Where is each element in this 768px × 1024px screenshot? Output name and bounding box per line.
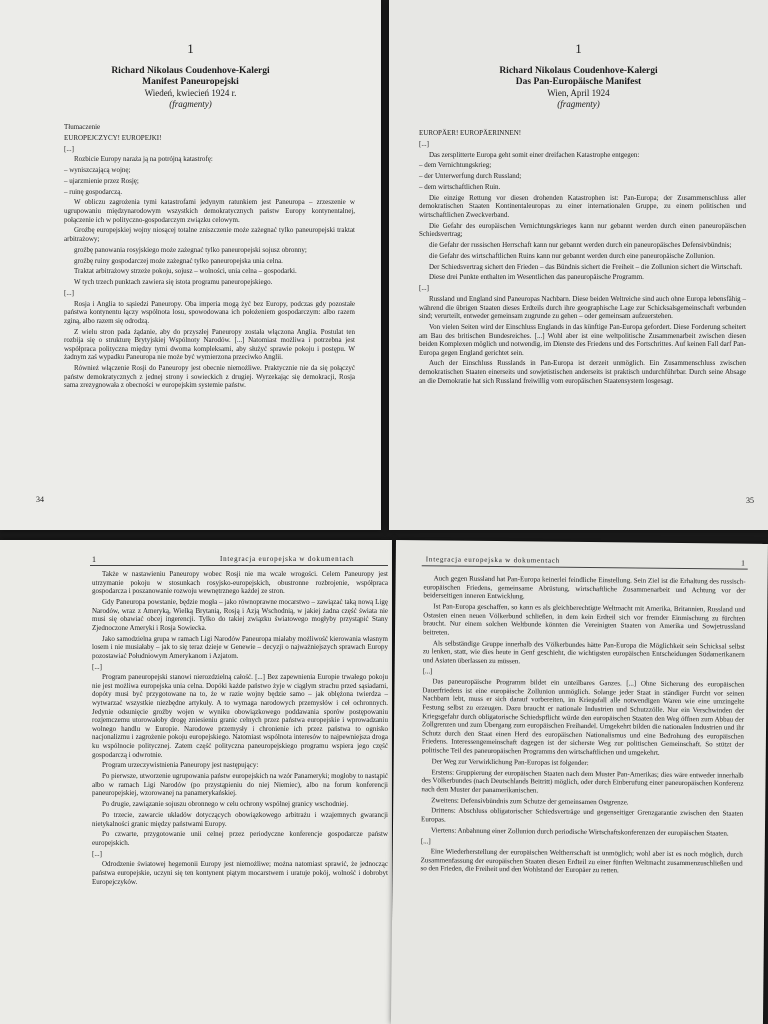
running-header xyxy=(0,555,392,567)
paragraph: Z wielu stron pada żądanie, aby do przyszłej Paneuropy została włączona Anglia. Postulat ten rozbija się o strukturę Brytyjskiej Wspólnoty Narodów. [...] Natomiast możliwa i potrzebna jest współpraca polityczna między tymi dwoma kompleksami, aby służyć sprawie pokoju i postępu. W żadnym zaś wypadku Paneuropa nie może być wymierzona przeciwko Anglii. xyxy=(64,327,355,362)
paragraph: Także w nastawieniu Paneuropy wobec Rosji nie ma wcale wrogości. Celem Paneuropy jest utrzymanie pokoju w stosunkach rosyjsko-europejskich, obustronne rozbrojenie, współpraca gospodarcza i poszanowanie rozwoju wewnętrznego każdej ze stron. xyxy=(92,570,388,596)
paragraph: Die Gefahr des europäischen Vernichtungskrieges kann nur gebannt werden durch einen paneuropäischen Schiedsvertrag; xyxy=(419,221,746,239)
paragraph: [...] xyxy=(64,288,74,297)
heading-block xyxy=(0,66,381,110)
paragraph: Tłumaczenie xyxy=(64,123,101,131)
paragraph: [...] xyxy=(64,144,74,153)
paragraph: EUROPEJCZYCY! EUROPEJKI! xyxy=(64,133,162,142)
paragraph: Eine Wiederherstellung der europäischen Weltherrschaft ist unmöglich; wohl aber ist es noch möglich, durch Zusammenfassung der europäischen Staaten diesen Erdteil zu einer fünften Weltmacht zusammenzuschließen und so den Frieden, die Freiheit und den Wohlstand der Europäer zu retten. xyxy=(420,847,743,875)
paragraph: [...] xyxy=(92,662,102,671)
paragraph: Der Weg zur Verwirklichung Pan-Europas ist folgender: xyxy=(431,757,589,767)
paragraph: Po trzecie, zawarcie układów dotyczących obowiązkowego arbitrażu i wzajemnych gwarancji nietykalności granic między państwami Europy. xyxy=(92,810,388,828)
paragraph: [...] xyxy=(422,666,433,675)
paragraph: – wyniszczającą wojnę; xyxy=(64,166,131,175)
paragraph: Ist Pan-Europa geschaffen, so kann es als gleichberechtigte Weltmacht mit Amerika, Britannien, Russland und Ostasien einen neuen Völkerbund schließen, in dem kein Erdteil sich vor fremder Einmischung zu fürchten braucht. Nur einem solchen Weltbunde könnten die Vereinigten Staaten von Amerika und Sowjetrussland beitreten. xyxy=(422,602,746,637)
paragraph: Po pierwsze, utworzenie ugrupowania państw europejskich na wzór Panameryki; mogłoby to nastąpić albo w ramach Ligi Narodów (po przystąpieniu do niej Niemiec), albo na forum konferencji paneuropejskiej, wzorowanej na panamerykańskiej. xyxy=(92,772,388,798)
paragraph: Der Schiedsvertrag sichert den Frieden – das Bündnis sichert die Freiheit – die Zollunion sichert die Wirtschaft. xyxy=(429,262,743,271)
paragraph: Jako samodzielna grupa w ramach Ligi Narodów Paneuropa miałaby możliwość kierowania własnym losem i nie musiałaby – jak to się teraz dzieje w Genewie – decyzji o najważniejszych sprawach Europy pozostawiać Południowym Amerykanom i Azjatom. xyxy=(92,634,388,660)
paragraph: Das paneuropäische Programm bildet ein unteilbares Ganzes. [...] Ohne Sicherung des europäischen Dauerfriedens ist eine europäische Zollunion unmöglich. Solange jeder Staat in ständiger Furcht vor seinen Nachbarn lebt, muss er sich darauf vorbereiten, im Kriegsfall alle notwendigen Waren wie eine umzingelte Festung selbst zu erzeugen. Dazu braucht er nationale Industrien und Schutzzölle. Nur ein Verschwinden der Kriegsgefahr durch obligatorische Schiedspflicht würde den europäischen Staaten den Weg öffnen zum Abbau der Zollgrenzen und zum Übergang zum europäischen Freihandel. Umgekehrt bilden die nationalen Industrien und ihr Schutz durch den Staat einen Herd des europäischen Nationalismus und eine Bedrohung des europäischen Friedens. Interessengemeinschaft dagegen ist der sicherste Weg zur politischen Gemeinschaft. So stützt der politische Teil des paneuropäischen Programms den wirtschaftlichen und umgekehrt. xyxy=(421,677,745,757)
running-header xyxy=(396,555,768,571)
author-name: Richard Nikolaus Coudenhove-Kalergi xyxy=(499,66,658,76)
author-name: Richard Nikolaus Coudenhove-Kalergi xyxy=(111,66,270,76)
paragraph: – der Unterwerfung durch Russland; xyxy=(419,172,522,181)
paragraph: [...] xyxy=(420,836,431,845)
paragraph: groźbę panowania rosyjskiego może zażegnać tylko paneuropejski sojusz obronny; xyxy=(74,245,307,254)
paragraph: [...] xyxy=(419,139,429,148)
paragraph: [...] xyxy=(419,284,429,293)
paragraph: Program paneuropejski stanowi nierozdzielną całość. [...] Bez zapewnienia Europie trwałego pokoju nie jest możliwa europejska unia celna. Dopóki każde państwo żyje w ciągłym strachu przed sąsiadami, dopóty musi być przygotowane na to, że w razie wojny będzie samo – jak oblężona twierdza – wytwarzać wszystkie niezbędne artykuły. A to wymaga narodowych przemysłów i ceł ochronnych. Jedynie odsunięcie groźby wojen w wyniku obowiązkowego poddawania sporów postępowaniu rozjemczemu utorowałoby drogę zniesieniu granic celnych przez państwa europejskie i wprowadzaniu wolnego handlu w Europie. Narodowe przemysły i chronienie ich przez państwa to ognisko nacjonalizmu i zagrożenie pokoju europejskiego. Natomiast wspólnota interesów to najpewniejsza droga ku wspólnocie politycznej. Zatem część polityczna paneuropejskiego programu wspiera jego część gospodarczą i odwrotnie. xyxy=(92,673,388,759)
paragraph: Gdy Paneuropa powstanie, będzie mogła – jako równoprawne mocarstwo – zawiązać taką nową Ligę Narodów, wraz z Ameryką, Wielką Brytanią, Rosją i Azją Wschodnią, w jakiej żadna część świata nie musi się obawiać obcej ingerencji. Tylko do takiej związku światowego mogłyby przystąpić Stany Zjednoczone Ameryki i Rosja Sowiecka. xyxy=(92,597,388,632)
paragraph: Die einzige Rettung vor diesen drohenden Katastrophen ist: Pan-Europa; der Zusammenschluss aller demokratischen Staaten Kontinentaleuropas zu einer internationalen Gruppe, zu einem politischen und wirtschaftlichen Zweckverband. xyxy=(419,193,746,219)
paragraph: Das zersplitterte Europa geht somit einer dreifachen Katastrophe entgegen: xyxy=(429,150,640,159)
paragraph: Rosja i Anglia to sąsiedzi Paneuropy. Oba imperia mogą żyć bez Europy, podczas gdy pozostałe państwa kontynentu łączy wspólnota losu, spowodowana ich położeniem gospodarczym: albo razem zginą, albo razem się odrodzą. xyxy=(64,299,355,325)
running-title: Integracja europejska w dokumentach xyxy=(425,555,561,565)
paragraph: – dem Vernichtungskrieg; xyxy=(419,161,492,170)
paragraph: Groźbę europejskiej wojny niosącej totalne zniszczenie może zażegnać tylko paneuropejski traktat arbitrażowy; xyxy=(64,226,355,244)
body-text xyxy=(420,574,745,879)
paragraph: – ujarzmienie przez Rosję; xyxy=(64,176,139,185)
paragraph: Po czwarte, przygotowanie unii celnej przez periodyczne konferencje gospodarcze państw europejskich. xyxy=(92,830,388,847)
paragraph: Viertens: Anbahnung einer Zollunion durch periodische Wirtschaftskonferenzen der europäischen Staaten. xyxy=(430,826,729,838)
place-date: Wiedeń, kwiecień 1924 r. xyxy=(144,88,237,98)
fragment-note: (fragmenty) xyxy=(557,99,600,109)
paragraph: Von vielen Seiten wird der Einschluss Englands in das künftige Pan-Europa gefordert. Diese Forderung scheitert am Bau des britischen Bundesreiches. [...] Wohl aber ist eine weltpolitische Zusammenarbeit zwischen diesen beiden Komplexen möglich und notwendig, im Dienste des Friedens und des Fortschrittes. Auf keinen Fall darf Pan-Europa gegen England gerichtet sein. xyxy=(419,322,746,357)
page-german-continued xyxy=(391,540,768,1024)
paragraph: – dem wirtschaftlichen Ruin. xyxy=(419,182,501,191)
body-text xyxy=(64,123,355,392)
paragraph: Drittens: Abschluss obligatorischer Schiedsverträge und gegenseitiger Grenzgarantie zwischen den Staaten Europas. xyxy=(421,806,744,824)
body-text xyxy=(92,570,388,888)
page-german-35 xyxy=(389,0,768,530)
paragraph: Również włączenie Rosji do Paneuropy jest obecnie niemożliwe. Praktycznie nie da się połączyć państw demokratycznych z jednej strony i sowieckich z drugiej. Wyrzekając się demokracji, Rosja sama zrezygnowała z obecności w europejskim systemie państw. xyxy=(64,364,355,390)
paragraph: die Gefahr des wirtschaftlichen Ruins kann nur gebannt werden durch eine paneuropäische Zollunion. xyxy=(429,251,715,260)
paragraph: die Gefahr der russischen Herrschaft kann nur gebannt werden durch ein paneuropäisches Defensivbündnis; xyxy=(429,241,732,250)
header-rule xyxy=(90,565,388,566)
paragraph: EUROPÄER! EUROPÄERINNEN! xyxy=(419,129,522,137)
document-number: 1 xyxy=(187,41,194,56)
paragraph: Auch gegen Russland hat Pan-Europa keinerlei feindliche Einstellung. Sein Ziel ist die Erhaltung des russisch-europäischen Friedens, gemeinsame Abrüstung, wirtschaftliche Zusammenarbeit und Achtung vor der beiderseitigen inneren Entwicklung. xyxy=(423,574,746,601)
paragraph: – ruinę gospodarczą. xyxy=(64,187,123,196)
paragraph: [...] xyxy=(92,849,102,858)
running-number: 1 xyxy=(92,555,97,564)
place-date: Wien, April 1924 xyxy=(547,88,610,98)
paragraph: Program urzeczywistnienia Paneuropy jest następujący: xyxy=(102,761,259,770)
page-number: 34 xyxy=(36,495,44,504)
paragraph: W obliczu zagrożenia tymi katastrofami jedynym ratunkiem jest Paneuropa – zrzeszenie w ugrupowaniu międzynarodowym wszystkich demokratycznych państw Europy kontynentalnej, połączenie ich w polityczno-gospodarczym związku celowym. xyxy=(64,198,355,224)
paragraph: Als selbständige Gruppe innerhalb des Völkerbundes hätte Pan-Europa die Möglichkeit sein Schicksal selbst zu lenken, statt, wie dies heute in Genf geschieht, die wichtigsten europäischen Entscheidungen Südamerikanern und Asiaten überlassen zu müssen. xyxy=(422,638,745,666)
paragraph: Po drugie, zawiązanie sojuszu obronnego w celu ochrony wspólnej granicy wschodniej. xyxy=(102,800,349,809)
paragraph: Odrodzenie światowej hegemonii Europy jest niemożliwe; można natomiast sprawić, że jednocząc państwa europejskie, uczyni się ten kontynent piątym mocarstwem i uratuje pokój, wolność i dobrobyt Europejczyków. xyxy=(92,860,388,886)
fragment-note: (fragmenty) xyxy=(169,99,212,109)
paragraph: Russland und England sind Paneuropas Nachbarn. Diese beiden Weltreiche sind auch ohne Europa lebensfähig – während die übrigen Staaten dieses Erdteils durch ihre geographische Lage zur Schicksalsgemeinschaft verbunden sind; verurteilt, entweder gemeinsam zugrunde zu gehen – oder gemeinsam aufzuerstehen. xyxy=(419,294,746,321)
page-polish-34 xyxy=(0,0,381,530)
running-title: Integracja europejska w dokumentach xyxy=(220,555,355,563)
paragraph: Auch der Einschluss Russlands in Pan-Europa ist derzeit unmöglich. Ein Zusammenschluss zwischen demokratischen Staaten einerseits und sowjetistischen anderseits ist praktisch undurchführbar. Durch seine Absage an die Demokratie hat sich Russland freiwillig vom europäischen Staatensystem losgesagt. xyxy=(419,359,746,385)
paragraph: W tych trzech punktach zawiera się istota programu paneuropejskiego. xyxy=(74,278,273,287)
running-number: 1 xyxy=(740,558,746,568)
heading-block xyxy=(389,66,768,110)
page-polish-continued xyxy=(0,540,392,1024)
page-number: 35 xyxy=(746,496,754,505)
paragraph: Rozbicie Europy naraża ją na potrójną katastrofę: xyxy=(74,155,213,164)
body-text xyxy=(419,129,746,387)
header-rule xyxy=(422,565,748,569)
document-title: Das Pan-Europäische Manifest xyxy=(515,77,642,87)
document-title: Manifest Paneuropejski xyxy=(142,77,239,87)
paragraph: Zweitens: Defensivbündnis zum Schutze der gemeinsamen Ostgrenze. xyxy=(431,795,629,807)
paragraph: groźbę ruiny gospodarczej może zażegnać tylko paneuropejska unia celna. xyxy=(74,256,283,265)
document-number: 1 xyxy=(575,41,582,56)
paragraph: Traktat arbitrażowy strzeże pokoju, sojusz – wolności, unia celna – gospodarki. xyxy=(74,267,297,276)
paragraph: Erstens: Gruppierung der europäischen Staaten nach dem Muster Pan-Amerikas; dies wäre entweder innerhalb des Völkerbundes (nach Deutschlands Beitritt) möglich, oder durch Einberufung einer paneuropäischen Konferenz nach dem Muster der panamerikanischen. xyxy=(421,767,744,795)
paragraph: Diese drei Punkte enthalten im Wesentlichen das paneuropäische Programm. xyxy=(429,273,644,282)
